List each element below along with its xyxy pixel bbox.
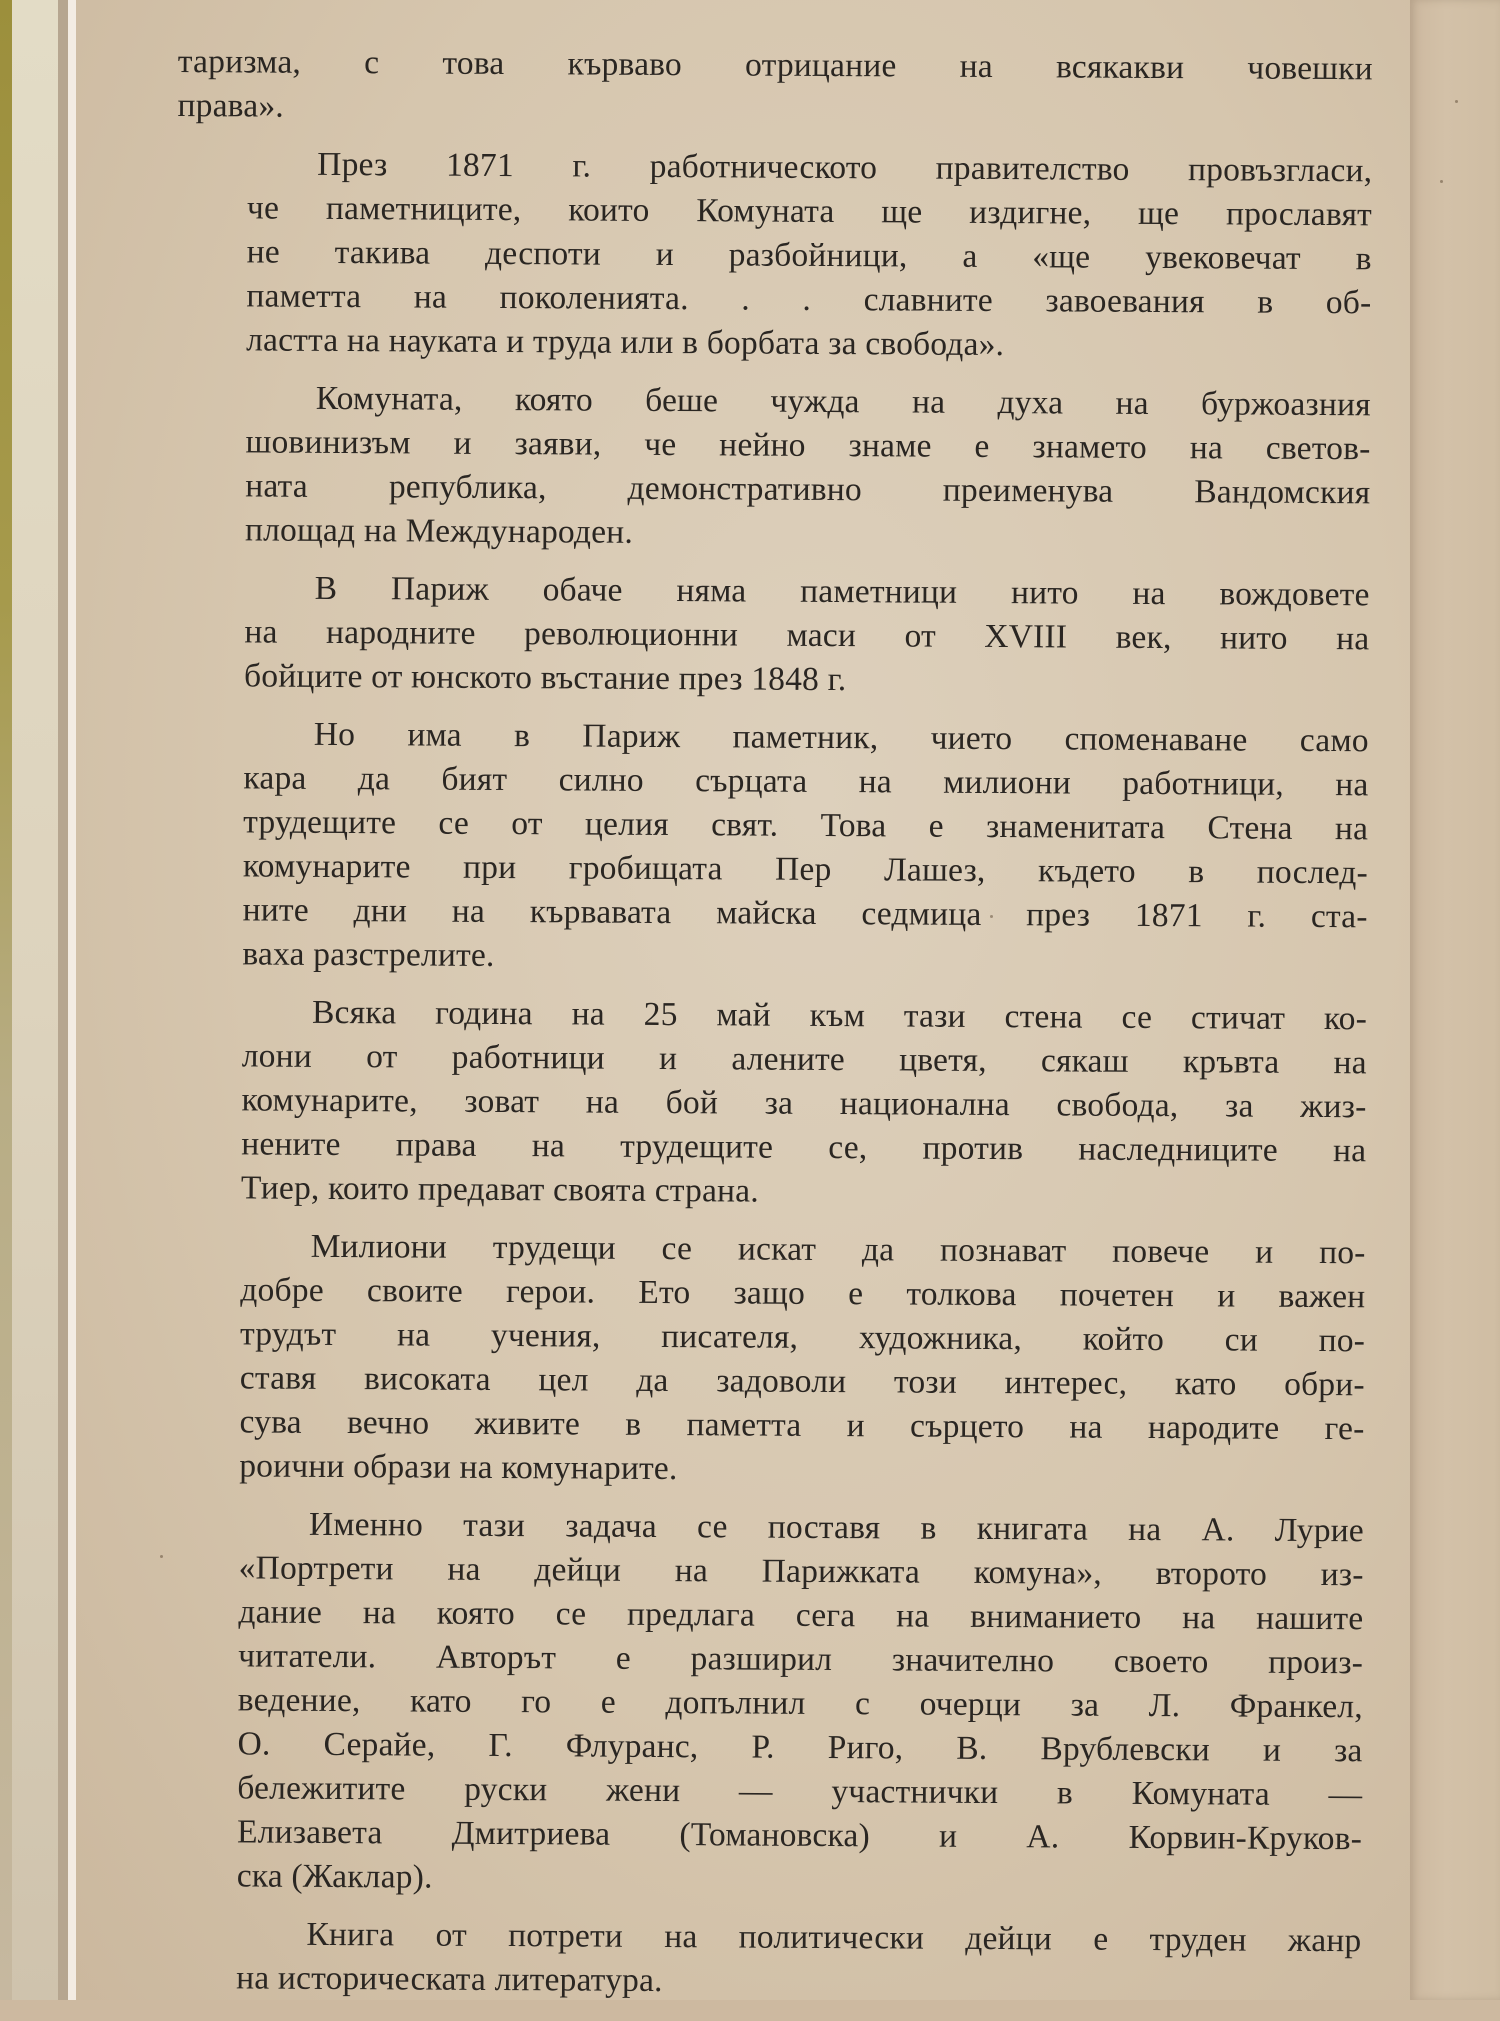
- text-line: трудът на учения, писателя, художника, който си по-: [239, 1315, 1366, 1360]
- paragraph: [174, 566, 1370, 705]
- text-line: шовинизъм и заяви, че нейно знаме е знамето на светов-: [245, 423, 1371, 468]
- text-line: Комуната, която беше чужда на духа на буржоазния: [315, 379, 1371, 424]
- paragraph: [172, 712, 1369, 983]
- page-body-text: [166, 40, 1373, 2021]
- paragraph: [175, 376, 1371, 559]
- paragraph: [167, 1502, 1364, 1905]
- text-line: ваха разстрелите.: [242, 935, 495, 974]
- adjacent-page-strip: [12, 0, 62, 2000]
- text-line: комунарите при гробищата Пер Лашез, където в послед-: [242, 847, 1369, 892]
- text-line: Всяка година на 25 май към тази стена се стичат ко-: [311, 993, 1368, 1038]
- text-line: бележитите руски жени — участнички в Комуната —: [237, 1769, 1363, 1814]
- text-line: ведение, като го е допълнил с очерци за Л. Франкел,: [237, 1681, 1363, 1726]
- text-line: добре своите герои. Ето защо е толкова почетен и важен: [240, 1271, 1366, 1316]
- paper-speck: [160, 1555, 163, 1558]
- paragraph: [166, 1912, 1362, 2007]
- text-line: паметта на поколенията. . . славните завоевания в об-: [246, 277, 1372, 322]
- text-line: площад на Международен.: [244, 511, 634, 551]
- text-line: Милиони трудещи се искат да познават повече и по-: [310, 1227, 1366, 1272]
- text-line: кара да бият силно сърцата на милиони работници, на: [243, 759, 1369, 804]
- text-line: Елизавета Дмитриева (Томановска) и А. Корвин-Круков-: [236, 1813, 1363, 1858]
- text-line: нените права на трудещите се, против наследниците на: [241, 1125, 1367, 1170]
- text-line: не такива деспоти и разбойници, а «ще увековечат в: [246, 233, 1372, 278]
- paragraph: [177, 40, 1373, 135]
- paragraph: [169, 1224, 1366, 1495]
- paper-speck: [1455, 100, 1458, 103]
- text-line: Но има в Париж паметник, чието споменаване само: [313, 715, 1369, 760]
- text-line: ставя високата цел да задоволи този интерес, като обри-: [239, 1359, 1365, 1404]
- text-line: роични образи на комунарите.: [239, 1447, 678, 1488]
- paragraph: [171, 990, 1367, 1217]
- text-line: дание на която се предлага сега на вниманието на нашите: [238, 1593, 1364, 1638]
- paragraph: [176, 142, 1372, 369]
- text-line: «Портрети на дейци на Парижката комуна», второто из-: [238, 1549, 1364, 1594]
- text-line: ластта на науката и труда или в борбата за свобода».: [246, 321, 1005, 364]
- text-line: лони от работници и алените цветя, сякаш кръвта на: [241, 1037, 1367, 1082]
- page-edge-highlight: [68, 0, 76, 2000]
- text-line: че паметниците, които Комуната ще издигне, ще прославят: [246, 189, 1373, 234]
- text-line: трудещите се от целия свят. Това е знаменитата Стена на: [243, 803, 1369, 848]
- text-line: ните дни на кървавата майска седмица през 1871 г. ста-: [242, 891, 1368, 936]
- text-line: комунарите, зоват на бой за национална свобода, за жиз-: [241, 1081, 1367, 1126]
- text-line: бойците от юнското въстание през 1848 г.: [244, 657, 847, 699]
- paper-speck: [1440, 180, 1443, 183]
- text-line: Книга от потрети на политически дейци е труден жанр: [306, 1915, 1362, 1960]
- text-line: В Париж обаче няма паметници нито на вождовете: [314, 569, 1370, 614]
- text-line: Именно тази задача се поставя в книгата на А. Лурие: [308, 1505, 1365, 1550]
- text-line: на историческата литература.: [236, 1959, 663, 1999]
- text-line: читатели. Авторът е разширил значително своето произ-: [238, 1637, 1364, 1682]
- text-line: на народните революционни маси от XVIII век, нито на: [244, 613, 1370, 658]
- text-line: ска (Жаклар).: [236, 1857, 433, 1896]
- text-line: сува вечно живите в паметта и сърцето на народите ге-: [239, 1403, 1365, 1448]
- text-line: таризма, с това кърваво отрицание на всякакви човешки: [177, 42, 1373, 88]
- page-right-margin: [1410, 0, 1500, 2000]
- text-line: Тиер, които предават своята страна.: [240, 1169, 759, 1210]
- text-line: През 1871 г. работническото правителство провъзгласи,: [317, 145, 1373, 190]
- text-line: права».: [177, 86, 285, 125]
- text-line: О. Серайе, Г. Флуранс, Р. Риго, В. Врублевски и за: [237, 1725, 1363, 1770]
- text-line: ната република, демонстративно преименува Вандомския: [245, 467, 1371, 512]
